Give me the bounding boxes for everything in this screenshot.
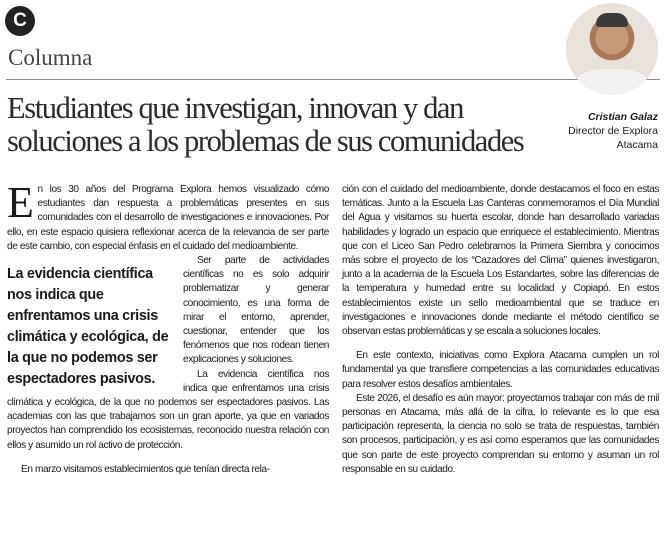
author-role: Director de Explora Atacama <box>568 125 658 151</box>
author-photo-hair <box>596 13 628 27</box>
body-paragraph: En marzo visitamos establecimientos que tenían directa rela- <box>21 463 270 475</box>
body-paragraph: Ser parte de actividades científicas no es solo adquirir problematizar y generar conocimiento, es una forma de mirar el entorno, aprender, cuestionar, entender que los fenómenos que nos rodean tienen explicaciones y soluciones. <box>183 255 329 366</box>
intro-text: n los 30 años del Programa Explora hemos visualizado cómo estudiantes dan respuesta a problemáticas presentes en sus comunidades con el desarrollo de investigaciones e innovaciones. Por ello, en este espacio quisiera reflexionar acerca de la relevancia de ser parte de este cambio, con especial énfasis en el cuidado del medioambiente. <box>7 184 329 252</box>
body-paragraph: Este 2026, el desafío es aún mayor: proyectamos trabajar con más de mil personas en Atacama, más allá de la cifra, lo relevante es lo que esa participación representa, la ciencia no solo se trata de respuestas, también son procesos, participación, y es así como esperamos que las comunidades que son parte de este proyecto comprendan su entorno y asuman un rol responsable en su cuidado. <box>342 392 659 475</box>
headline: Estudiantes que investigan, innovan y dan soluciones a los problemas de sus comunidades <box>7 91 524 158</box>
section-divider <box>6 79 660 80</box>
body-paragraph: La evidencia científica nos indica que enfrentamos una crisis climática y ecológica, de la que no podemos ser espectadores pasivos. Las academias con las que trabajamos son un gran aporte, ya que en variados proyectos han comprendido los ecosistemas, reconocido nuestra relación con ellos y asumido un rol activo de protección. <box>7 368 329 451</box>
article-column-left <box>7 178 329 477</box>
author-photo-shirt <box>576 69 648 95</box>
intro-paragraph <box>7 178 329 254</box>
author-photo <box>566 3 658 95</box>
column-badge: C <box>5 6 35 36</box>
author-name: Cristian Galaz <box>587 111 658 123</box>
section-label: Columna <box>8 45 93 70</box>
author-byline <box>528 110 658 152</box>
drop-cap: E <box>7 178 34 227</box>
article-column-right <box>342 183 659 477</box>
pull-quote: La evidencia científica nos indica que enfrentamos una crisis climática y ecológica, de la que no podemos ser espectadores pasivos. <box>7 266 169 388</box>
body-paragraph: En este contexto, iniciativas como Explora Atacama cumplen un rol fundamental ya que transfiere competencias a las comunidades educativas para resolver estos desafíos ambientales. <box>342 350 659 390</box>
body-paragraph: ción con el cuidado del medioambiente, donde destacamos el foco en estas temáticas. Junto a la Escuela Las Canteras conmemoramos el Día Mundial del Agua y visitamos su huerta escolar, donde han desarrollado variadas habilidades y logrado un espacio que enriquece el establecimiento. Mientras que con el Liceo San Pedro celebramos la Primera Siembra y conocimos más sobre el proyecto de los “Cazadores del Clima” quienes investigaron, junto a la academia de la Escuela Los Estandartes, sobre las diferencias de la temperatura y humedad entre su localidad y Copiapó. En estos establecimientos existe un sello medioambiental que se traduce en investigaciones e innovaciones donde mediante el método científico se observan estas problemáticas y se escala a soluciones locales. <box>342 184 659 338</box>
